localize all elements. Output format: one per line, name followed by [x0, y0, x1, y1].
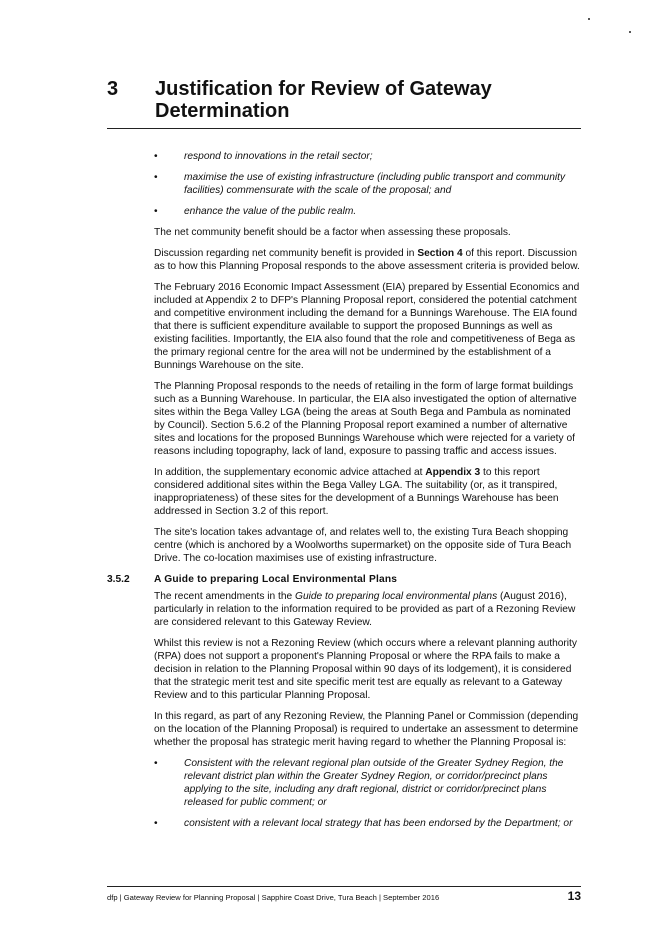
bullet-icon: • — [154, 206, 158, 217]
bullet-icon: • — [154, 172, 158, 183]
paragraph — [154, 247, 584, 273]
body-text — [107, 150, 584, 838]
heading-rule — [107, 128, 581, 129]
paragraph-text: In addition, the supplementary economic advice attached at — [154, 467, 426, 478]
bullet-text: consistent with a relevant local strategy that has been endorsed by the Department; or — [184, 818, 573, 829]
paragraph: The net community benefit should be a factor when assessing these proposals. — [154, 227, 511, 238]
paragraph: The February 2016 Economic Impact Assessment (EIA) prepared by Essential Economics and included at Appendix 2 to DFP's Planning Proposal report, considered the potential catchment and competitive environment including the demand for a Bunnings Warehouse. The EIA found that there is sufficient expenditure available to support the proposed Bunnings as well as existing facilities. Importantly, the EIA also found that the role and competitiveness of Bega as the primary regional centre for the area will not be undermined by the establishment of a Bunnings Warehouse on the site. — [154, 282, 580, 371]
bullet-item — [154, 757, 584, 809]
paragraph — [154, 590, 584, 629]
bullet-icon: • — [154, 758, 158, 769]
bullet-item — [154, 817, 584, 830]
bullet-icon: • — [154, 818, 158, 829]
scan-speck — [629, 31, 631, 33]
guide-title: Guide to preparing local environmental plans — [295, 591, 498, 602]
paragraph: The Planning Proposal responds to the needs of retailing in the form of large format buildings such as a Bunning Warehouse. In particular, the EIA also investigated the option of alternative sites within the Bega Valley LGA (being the areas at South Bega and Pambula as nominated by Council). Section 5.6.2 of the Planning Proposal report examined a number of alternative sites and locations for the proposed Bunnings Warehouse which were rejected for a variety of reasons including topography, lack of land, exposure to passing traffic and access issues. — [154, 381, 577, 457]
footer-text: dfp | Gateway Review for Planning Proposal | Sapphire Coast Drive, Tura Beach | September 2016 — [107, 893, 440, 902]
appendix-reference: Appendix 3 — [425, 467, 481, 478]
bullet-item — [154, 150, 584, 163]
scan-speck — [588, 18, 590, 20]
bullet-icon: • — [154, 151, 158, 162]
bullet-text: maximise the use of existing infrastructure (including public transport and community facilities) commensurate with the scale of the proposal; and — [184, 172, 566, 196]
bullet-item — [154, 171, 584, 197]
section-title: Justification for Review of Gateway Determination — [155, 78, 492, 122]
paragraph-text: to this report considered additional sites within the Bega Valley LGA. The suitability (or, as it transpired, inappropriateness) of these sites for the development of a Bunnings Warehouse has been addressed in Section 3.2 of this report. — [154, 467, 559, 517]
paragraph — [154, 466, 584, 518]
subsection-heading — [107, 573, 584, 586]
paragraph-text: (August 2016), particularly in relation to the information required to be provided as part of a Rezoning Review are considered relevant to this Gateway Review. — [154, 591, 576, 628]
paragraph: In this regard, as part of any Rezoning Review, the Planning Panel or Commission (depending on the location of the Planning Proposal) is required to undertake an assessment to determine whether the proposal has strategic merit having regard to whether the Planning Proposal is: — [154, 711, 579, 748]
section-number: 3 — [107, 78, 119, 100]
bullet-text: enhance the value of the public realm. — [184, 206, 357, 217]
paragraph: Whilst this review is not a Rezoning Review (which occurs where a relevant planning authority (RPA) does not support a proponent's Planning Proposal or where the RPA fails to make a decision in relation to the Planning Proposal within 90 days of its lodgement), it is considered that the strategic merit test and site specific merit test are equally as relevant to a Gateway Review and to this particular Planning Proposal. — [154, 638, 577, 701]
paragraph-text: The recent amendments in the — [154, 591, 296, 602]
paragraph-text: of this report. Discussion as to how this Planning Proposal responds to the above assessment criteria is provided below. — [154, 248, 580, 272]
section-reference: Section 4 — [417, 248, 463, 259]
paragraph: The site's location takes advantage of, and relates well to, the existing Tura Beach shopping centre (which is anchored by a Woolworths supermarket) on the opposite side of Tura Beach Drive. The co-location maximises use of existing infrastructure. — [154, 527, 572, 564]
footer-rule — [107, 886, 581, 887]
bullet-text: respond to innovations in the retail sector; — [184, 151, 373, 162]
page-footer — [107, 889, 581, 903]
page-number: 13 — [567, 889, 581, 903]
bullet-item — [154, 205, 584, 218]
bullet-text: Consistent with the relevant regional plan outside of the Greater Sydney Region, the relevant district plan within the Greater Sydney Region, or corridor/precinct plans applying to the site, including any draft regional, district or corridor/precinct plans released for public comment; or — [184, 758, 564, 808]
paragraph-text: Discussion regarding net community benefit is provided in — [154, 248, 418, 259]
subsection-title: A Guide to preparing Local Environmental Plans — [154, 574, 398, 585]
subsection-number: 3.5.2 — [107, 574, 130, 585]
